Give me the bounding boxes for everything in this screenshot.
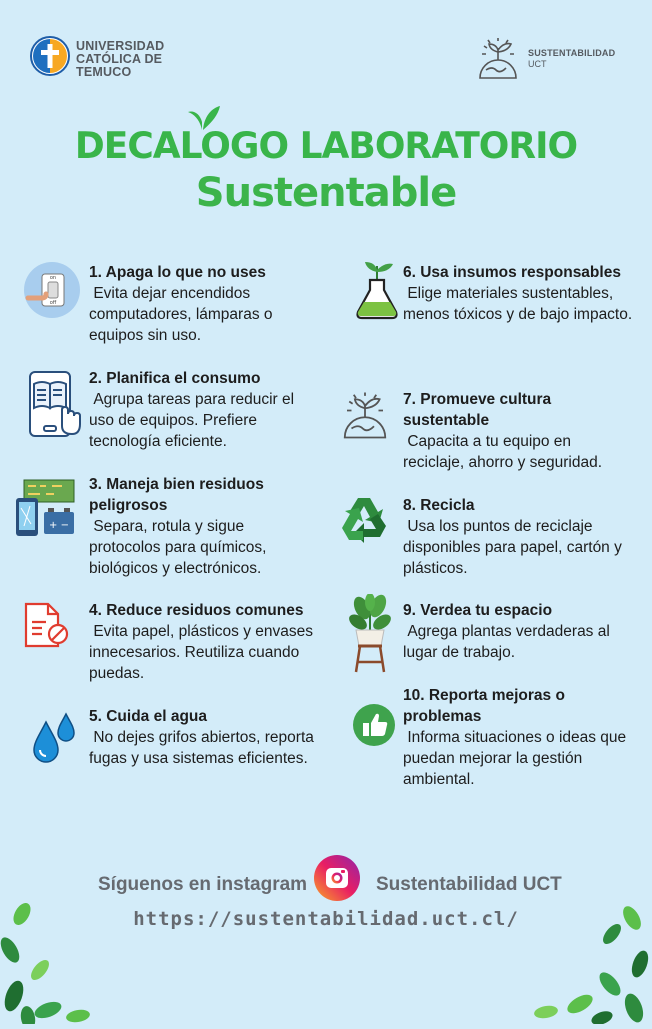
university-name-line: UNIVERSIDAD xyxy=(76,39,165,53)
university-name-line: TEMUCO xyxy=(76,65,132,79)
list-item xyxy=(89,706,319,769)
item-heading: 1. Apaga lo que no uses xyxy=(89,264,266,281)
item-body: Capacita a tu equipo en reciclaje, ahorro y seguridad. xyxy=(403,433,603,471)
flask-plant-icon xyxy=(350,260,410,320)
electronic-waste-icon xyxy=(14,478,74,538)
item-body: Evita papel, plásticos y envases innecesarios. Reutiliza cuando puedas. xyxy=(89,623,318,682)
svg-text:on: on xyxy=(49,275,57,281)
list-item xyxy=(403,262,633,325)
svg-text:+ −: + − xyxy=(49,520,69,531)
item-heading: 4. Reduce residuos comunes xyxy=(89,602,304,619)
list-item xyxy=(89,368,319,452)
item-body: Evita dejar encendidos computadores, lámparas o equipos sin uso. xyxy=(89,285,277,344)
instagram-icon[interactable] xyxy=(313,854,361,902)
list-item xyxy=(403,389,633,473)
no-paper-icon xyxy=(20,600,80,660)
page-title: DECALOGO LABORATORIO xyxy=(74,125,578,168)
potted-plant-icon xyxy=(348,594,392,674)
instagram-account-link[interactable]: Sustentabilidad UCT xyxy=(376,874,562,895)
item-heading: 5. Cuida el agua xyxy=(89,708,208,725)
item-heading: 3. Maneja bien residuos peligrosos xyxy=(89,476,264,514)
list-item xyxy=(89,474,319,579)
university-name xyxy=(76,40,164,79)
item-heading: 6. Usa insumos responsables xyxy=(403,264,621,281)
item-body: Informa situaciones o ideas que puedan mejorar la gestión ambiental. xyxy=(403,729,631,788)
list-item xyxy=(89,262,319,346)
tablet-book-icon xyxy=(22,370,82,430)
item-heading: 9. Verdea tu espacio xyxy=(403,602,553,619)
water-drops-icon xyxy=(30,712,90,772)
recycle-icon xyxy=(336,494,396,554)
item-body: Separa, rotula y sigue protocolos para químicos, biológicos y electrónicos. xyxy=(89,518,271,577)
light-switch-icon xyxy=(22,260,82,320)
item-heading: 2. Planifica el consumo xyxy=(89,370,261,387)
item-heading: 10. Reporta mejoras o problemas xyxy=(403,687,565,725)
earth-sprout-icon xyxy=(338,388,398,448)
list-item xyxy=(89,600,319,684)
sustainability-title: SUSTENTABILIDAD xyxy=(528,48,616,58)
sustainability-sub: UCT xyxy=(528,59,547,69)
item-body: Elige materiales sustentables, menos tóxicos y de bajo impacto. xyxy=(403,285,633,323)
university-name-line: CATÓLICA DE xyxy=(76,52,163,66)
item-body: Agrega plantas verdaderas al lugar de trabajo. xyxy=(403,623,615,661)
list-item xyxy=(403,495,633,579)
sustainability-earth-icon xyxy=(474,34,522,82)
item-heading: 7. Promueve cultura sustentable xyxy=(403,391,552,429)
website-link[interactable]: https://sustentabilidad.uct.cl/ xyxy=(133,908,519,930)
list-item xyxy=(403,685,633,790)
sustainability-label xyxy=(528,48,615,70)
item-body: Agrupa tareas para reducir el uso de equipos. Prefiere tecnología eficiente. xyxy=(89,391,299,450)
follow-instagram-text: Síguenos en instagram xyxy=(98,874,308,895)
item-body: Usa los puntos de reciclaje disponibles para papel, cartón y plásticos. xyxy=(403,518,627,577)
page-subtitle: Sustentable xyxy=(195,170,457,216)
uct-logo xyxy=(30,36,70,76)
leaves-decoration-left xyxy=(0,900,110,1024)
leaves-decoration-right xyxy=(510,904,652,1024)
item-body: No dejes grifos abiertos, reporta fugas y usa sistemas eficientes. xyxy=(89,729,319,767)
svg-text:off: off xyxy=(49,300,57,306)
item-heading: 8. Recicla xyxy=(403,497,475,514)
list-item xyxy=(403,600,633,663)
